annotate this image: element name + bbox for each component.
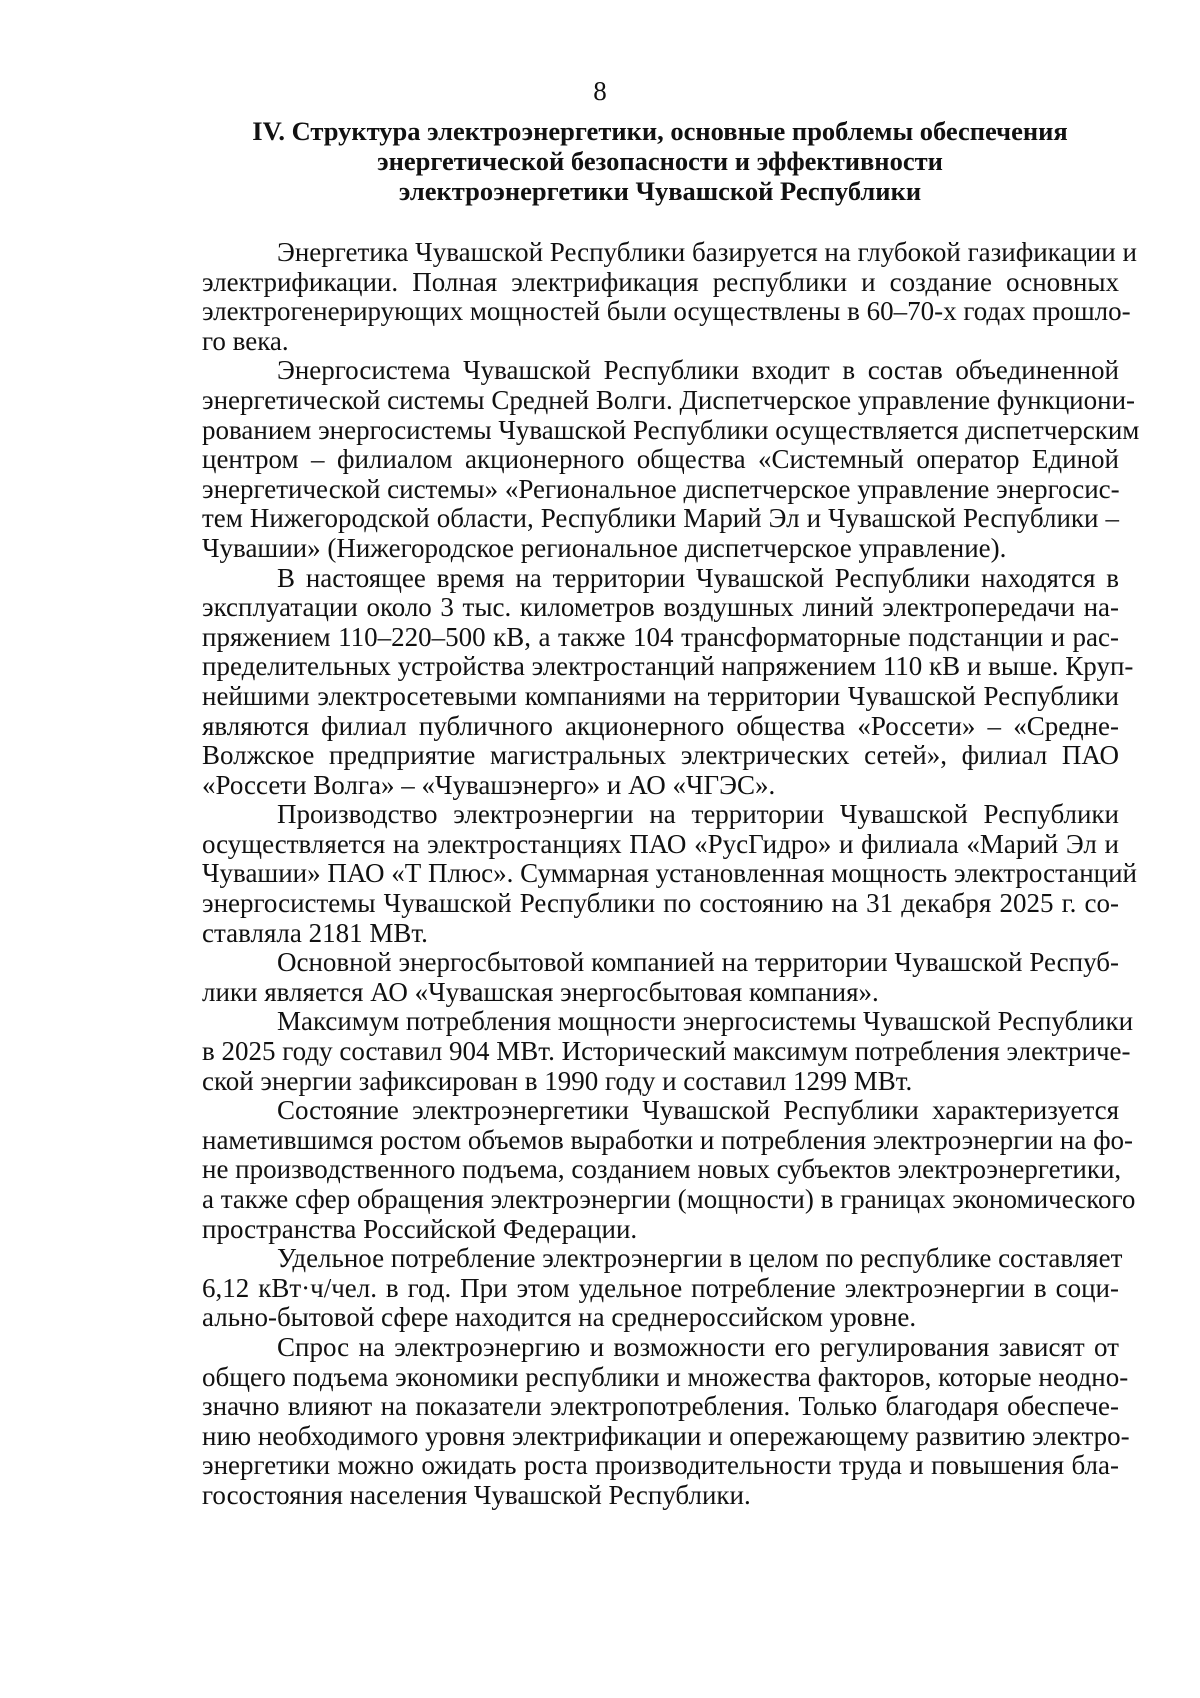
paragraph-line: Чувашии» (Нижегородское региональное диспетчерское управление). [202, 532, 1007, 563]
paragraph-line: пространства Российской Федерации. [202, 1213, 638, 1244]
paragraph-line: энергетики можно ожидать роста производительности труда и повышения бла- [202, 1450, 1119, 1481]
paragraph-line: энергетической системы» «Региональное диспетчерское управление энергосис- [202, 473, 1120, 504]
paragraph-line: осуществляется на электростанциях ПАО «РусГидро» и филиала «Марий Эл и [202, 828, 1119, 859]
paragraph-line: Спрос на электроэнергию и возможности его регулирования зависят от [277, 1331, 1119, 1362]
paragraph-line: «Россети Волга» – «Чувашэнерго» и АО «ЧГЭС». [202, 769, 776, 800]
paragraph-line: не производственного подъема, созданием новых субъектов электроэнергетики, [202, 1154, 1122, 1185]
paragraph-line: тем Нижегородской области, Республики Марий Эл и Чувашской Республики – [202, 503, 1119, 534]
paragraph [202, 1331, 1130, 1511]
section-heading-line: энергетической безопасности и эффективности [377, 146, 943, 176]
paragraph-line: рованием энергосистемы Чувашской Республики осуществляется диспетчерским [202, 414, 1140, 445]
paragraph-line: нию необходимого уровня электрификации и опережающему развитию электро- [202, 1420, 1130, 1451]
paragraph-line: ской энергии зафиксирован в 1990 году и составил 1299 МВт. [202, 1065, 913, 1096]
paragraph-line: Состояние электроэнергетики Чувашской Республики характеризуется [277, 1095, 1119, 1126]
paragraph [202, 948, 1119, 1007]
paragraph-line: ально-бытовой сфере находится на среднероссийском уровне. [202, 1302, 917, 1333]
paragraph-line: ставляла 2181 МВт. [202, 917, 428, 948]
paragraph-line: Производство электроэнергии на территории Чувашской Республики [277, 799, 1119, 830]
paragraph-line: значно влияют на показатели электропотребления. Только благодаря обеспече- [202, 1391, 1119, 1422]
paragraph [202, 1243, 1123, 1333]
paragraph-line: центром – филиалом акционерного общества «Системный оператор Единой [202, 444, 1119, 475]
section-heading-line: IV. Структура электроэнергетики, основные проблемы обеспечения [252, 116, 1068, 146]
section-heading-line: электроэнергетики Чувашской Республики [398, 176, 922, 206]
paragraph-line: лики является АО «Чувашская энергосбытовая компания». [202, 976, 879, 1007]
paragraph-line: Волжское предприятие магистральных электрических сетей», филиал ПАО [202, 740, 1119, 771]
paragraph-line: энергетической системы Средней Волги. Диспетчерское управление функциони- [202, 384, 1136, 415]
paragraph-line: Энергетика Чувашской Республики базируется на глубокой газификации и [277, 237, 1137, 267]
body-text [202, 237, 1140, 1511]
paragraph-line: 6,12 кВт·ч/чел. в год. При этом удельное потребление электроэнергии в соци- [202, 1272, 1119, 1303]
section-heading [200, 116, 1120, 206]
paragraph-line: пряжением 110–220–500 кВ, а также 104 трансформаторные подстанции и рас- [202, 621, 1119, 652]
paragraph-line: наметившимся ростом объемов выработки и потребления электроэнергии на фо- [202, 1124, 1134, 1155]
paragraph-line: Энергосистема Чувашской Республики входит в состав объединенной [277, 355, 1119, 386]
paragraph-line: электрогенерирующих мощностей были осуществлены в 60–70-х годах прошло- [202, 296, 1131, 327]
paragraph-line: нейшими электросетевыми компаниями на территории Чувашской Республики [202, 680, 1119, 711]
paragraph-line: Чувашии» ПАО «Т Плюс». Суммарная установленная мощность электростанций [202, 858, 1137, 889]
page-number: 8 [593, 76, 607, 106]
paragraph-line: в 2025 году составил 904 МВт. Исторический максимум потребления электриче- [202, 1036, 1131, 1067]
paragraph [202, 1006, 1134, 1096]
paragraph-line: Удельное потребление электроэнергии в целом по республике составляет [277, 1243, 1123, 1274]
paragraph-line: пределительных устройства электростанций напряжением 110 кВ и выше. Круп- [202, 651, 1134, 682]
paragraph-line: а также сфер обращения электроэнергии (мощности) в границах экономического [202, 1184, 1136, 1214]
paragraph [202, 1095, 1136, 1244]
paragraph [202, 355, 1140, 563]
paragraph [202, 799, 1137, 948]
paragraph-line: Основной энергосбытовой компанией на территории Чувашской Респуб- [277, 947, 1119, 978]
paragraph-line: госостояния населения Чувашской Республики. [202, 1479, 751, 1510]
paragraph-line: энергосистемы Чувашской Республики по состоянию на 31 декабря 2025 г. со- [202, 888, 1119, 919]
paragraph [202, 562, 1134, 801]
paragraph-line: электрификации. Полная электрификация республики и создание основных [202, 266, 1119, 297]
paragraph-line: являются филиал публичного акционерного общества «Россети» – «Средне- [202, 710, 1119, 741]
paragraph-line: эксплуатации около 3 тыс. километров воздушных линий электропередачи на- [202, 592, 1119, 623]
paragraph-line: В настоящее время на территории Чувашской Республики находятся в [277, 562, 1119, 593]
paragraph-line: общего подъема экономики республики и множества факторов, которые неодно- [202, 1361, 1129, 1392]
paragraph-line: Максимум потребления мощности энергосистемы Чувашской Республики [277, 1006, 1134, 1037]
paragraph [202, 237, 1137, 356]
paragraph-line: го века. [202, 325, 289, 356]
